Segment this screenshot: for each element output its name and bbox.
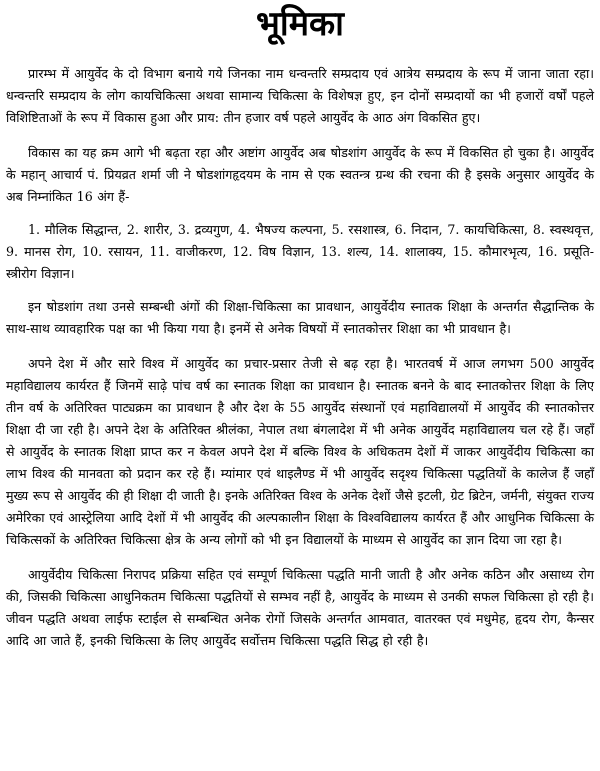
page-title: भूमिका bbox=[256, 4, 344, 44]
paragraph-sampraday: प्रारम्भ में आयुर्वेद के दो विभाग बनाये गये जिनका नाम धन्वन्तरि सम्प्रदाय एवं आत्रेय सम्प्रदाय के रूप में जाना जाता रहा। धन्वन्तरि सम्प्रदाय के लोग कायचिकित्सा अथवा सामान्य चिकित्सा के विशेषज्ञ हुए, इन दोनों सम्प्रदायों का भी हजारों वर्षों पहले विशिष्टिताओं के रूप में विकास हुआ और प्राय: तीन हजार वर्ष पहले आयुर्वेद के आठ अंग विकसित हुए। bbox=[6, 66, 594, 125]
paragraph-safe-treatment: आयुर्वेदीय चिकित्सा निरापद प्रक्रिया सहित एवं सम्पूर्ण चिकित्सा पद्धति मानी जाती है और अनेक कठिन और असाध्य रोग की, जिसकी चिकित्सा आधुनिकतम चिकित्सा पद्धतियों से सम्भव नहीं है, आयुर्वेद के माध्यम से उनकी सफल चिकित्सा हो रही है। जीवन पद्धति अथवा लाईफ स्टाईल से सम्बन्धित अनेक रोगों जिसके अन्तर्गत आमवात, वातरक्त एवं मधुमेह, हृदय रोग, कैन्सर आदि आ जाते हैं, इनकी चिकित्सा के लिए आयुर्वेद सर्वोत्तम चिकित्सा पद्धति सिद्ध हो रही है। bbox=[6, 567, 594, 648]
paragraph-global-spread: अपने देश में और सारे विश्व में आयुर्वेद का प्रचार-प्रसार तेजी से बढ़ रहा है। भारतवर्ष में आज लगभग 500 आयुर्वेद महाविद्यालय कार्यरत हैं जिनमें साढ़े पांच वर्ष का स्नातक शिक्षा का प्रावधान है। स्नातक बनने के बाद स्नातकोत्तर शिक्षा के लिए तीन वर्ष के अतिरिक्त पाट्यक्रम का प्रावधान है और देश के 55 आयुर्वेद संस्थानों एवं महाविद्यालयों में आयुर्वेद की स्नातकोत्तर शिक्षा दी जा रही है। अपने देश के अतिरिक्त श्रीलंका, नेपाल तथा बंगलादेश में भी अनेक आयुर्वेद महाविद्यालय चल रहे हैं। जहाँ से आयुर्वेद के स्नातक शिक्षा प्राप्त कर न केवल अपने देश में बल्कि विश्व के अधिकतम देशों में जाकर आयुर्वेदीय चिकित्सा का लाभ विश्व की मानवता को प्रदान कर रहे हैं। म्यांमार एवं थाइलैण्ड में भी आयुर्वेद सदृश्य चिकित्सा पद्धतियों के कालेज हैं जहाँ मुख्य रूप से आयुर्वेद की ही शिक्षा दी जाती है। इनके अतिरिक्त विश्व के अनेक देशों जैसे इटली, ग्रेट ब्रिटेन, जर्मनी, संयुक्त राज्य अमेरिका एवं आस्ट्रेलिया आदि देशों में भी आयुर्वेद की अल्पकालीन शिक्षा के विश्वविद्यालय कार्यरत हैं और आधुनिक चिकित्सा के चिकित्सकों के अतिरिक्त चिकित्सा क्षेत्र के अन्य लोगों को भी इन विद्यालयों के माध्यम से आयुर्वेद का ज्ञान दिया जा रहा है। bbox=[6, 356, 594, 547]
paragraph-shodashang: विकास का यह क्रम आगे भी बढ़ता रहा और अष्टांग आयुर्वेद अब षोडशांग आयुर्वेद के रूप में विकसित हो चुका है। आयुर्वेद के महान् आचार्य पं. प्रियव्रत शर्मा जी ने षोडशांगहृदयम के नाम से एक स्वतन्त्र ग्रन्थ की रचना की है इसके अनुसार आयुर्वेद के अब निम्नांकित 16 अंग हैं- bbox=[6, 145, 594, 204]
paragraph-anga-list: 1. मौलिक सिद्धान्त, 2. शारीर, 3. द्रव्यगुण, 4. भैषज्य कल्पना, 5. रसशास्त्र, 6. निदान, 7. कायचिकित्सा, 8. स्वस्थवृत्त, 9. मानस रोग, 10. रसायन, 11. वाजीकरण, 12. विष विज्ञान, 13. शल्य, 14. शालाक्य, 15. कौमारभृत्य, 16. प्रसूति-स्त्रीरोग विज्ञान। bbox=[6, 222, 594, 281]
paragraph-education: इन षोडशांग तथा उनसे सम्बन्धी अंगों की शिक्षा-चिकित्सा का प्रावधान, आयुर्वेदीय स्नातक शिक्षा के अन्तर्गत सैद्धान्तिक के साथ-साथ व्यावहारिक पक्ष का भी किया गया है। इनमें से अनेक विषयों में स्नातकोत्तर शिक्षा का भी प्रावधान है। bbox=[6, 299, 594, 336]
